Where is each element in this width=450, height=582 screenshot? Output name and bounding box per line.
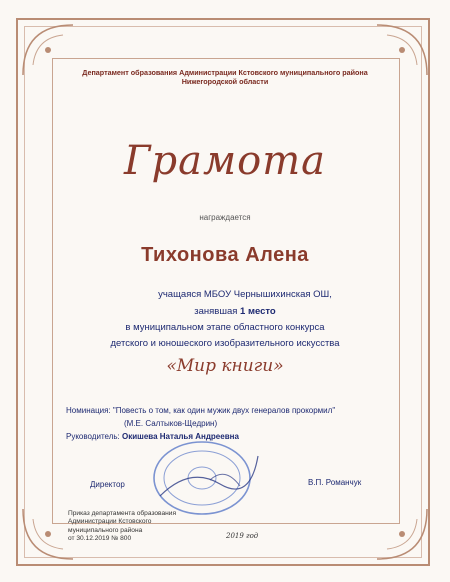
order-line-4: от 30.12.2019 № 800 [68, 535, 132, 543]
school-line: учащаяся МБОУ Чернышихинская ОШ, [158, 289, 332, 300]
certificate-title: Грамота [124, 138, 326, 184]
nomination-author: (М.Е. Салтыков-Щедрин) [124, 419, 218, 428]
order-line-1: Приказ департамента образования [68, 510, 177, 517]
department-header: Департамент образования Администрации Кстовского муниципального района Нижегородской области [82, 68, 368, 86]
signer-name: В.П. Романчук [308, 478, 362, 487]
leader-label: Руководитель: [66, 432, 120, 441]
handwritten-date: 2019 год [226, 532, 259, 540]
order-line-3: муниципального района [68, 526, 143, 534]
place-prefix: занявшая [194, 306, 241, 317]
place-value: 1 место [240, 306, 276, 317]
director-label: Директор [90, 480, 125, 489]
order-note [68, 510, 218, 544]
leader-name: Окишева Наталья Андреевна [122, 432, 239, 441]
corner-ornament-bottom-right [372, 504, 432, 564]
place-line [0, 306, 450, 317]
contest-type-line: детского и юношеского изобразительного искусства [110, 338, 340, 349]
awarded-label: награждается [199, 213, 251, 222]
official-stamp [150, 436, 260, 518]
nomination: Номинация: "Повесть о том, как один мужик двух генералов прокормил" [66, 406, 336, 415]
stage-line: в муниципальном этапе областного конкурса [125, 322, 325, 333]
recipient-name: Тихонова Алена [141, 244, 309, 266]
contest-name: «Мир книги» [166, 356, 284, 376]
title-block [120, 138, 330, 198]
order-line-2: Администрации Кстовского [68, 518, 152, 526]
